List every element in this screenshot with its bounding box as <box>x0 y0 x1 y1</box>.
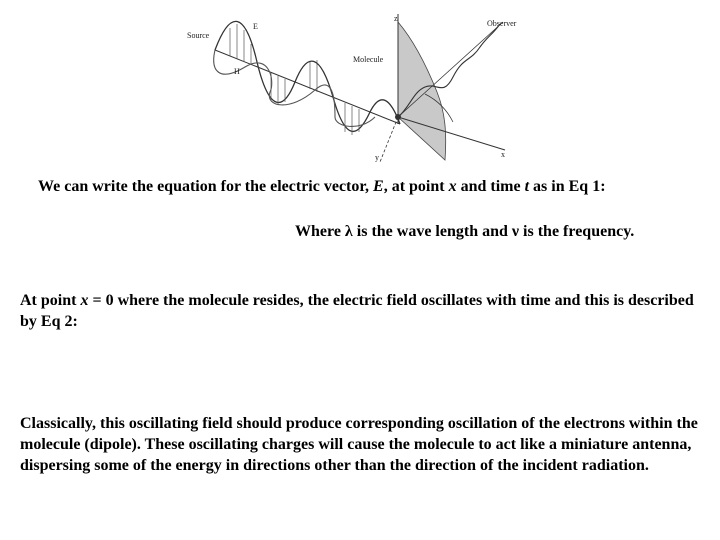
y-axis <box>380 117 398 162</box>
electric-wave <box>215 21 400 131</box>
field-vectors <box>230 24 359 135</box>
label-observer: Observer <box>487 19 517 28</box>
p1-text-1: We can write the equation for the electric vector, <box>38 178 374 195</box>
p1-var-e: E <box>373 178 384 195</box>
p3-text-2: = 0 where the molecule resides, the electric field oscillates with time and this is described by Eq 2: <box>20 292 694 330</box>
p3-var-x: x <box>80 292 89 309</box>
label-e: E <box>253 22 258 31</box>
p3-text-1: At point <box>20 292 81 309</box>
label-y: y <box>375 153 379 162</box>
label-source: Source <box>187 31 210 40</box>
p1-var-x: x <box>448 178 457 195</box>
wavelength-definition-paragraph: Where λ is the wave length and ν is the frequency. <box>295 223 635 240</box>
scattering-plane <box>398 22 446 160</box>
molecule-field-paragraph <box>20 290 710 332</box>
p1-var-t: t <box>524 178 530 195</box>
electric-vector-paragraph <box>38 176 606 197</box>
p1-text-4: as in Eq 1: <box>529 178 606 195</box>
label-h: H <box>234 67 240 76</box>
classical-dipole-paragraph: Classically, this oscillating field should produce corresponding oscillation of the electrons within the molecule (dipole). These oscillating charges will cause the molecule to act like a miniature antenna, dispersing some of the energy in directions other than the direction of the incident radiation. <box>20 415 698 474</box>
x-axis <box>398 117 505 150</box>
label-z: z <box>394 14 398 23</box>
p1-text-2: , at point <box>383 178 449 195</box>
label-x: x <box>501 150 505 159</box>
wave-scattering-diagram <box>185 12 530 162</box>
magnetic-wave <box>214 50 375 126</box>
label-molecule: Molecule <box>353 55 384 64</box>
wave-scattering-svg <box>185 12 530 162</box>
p1-text-3: and time <box>456 178 525 195</box>
